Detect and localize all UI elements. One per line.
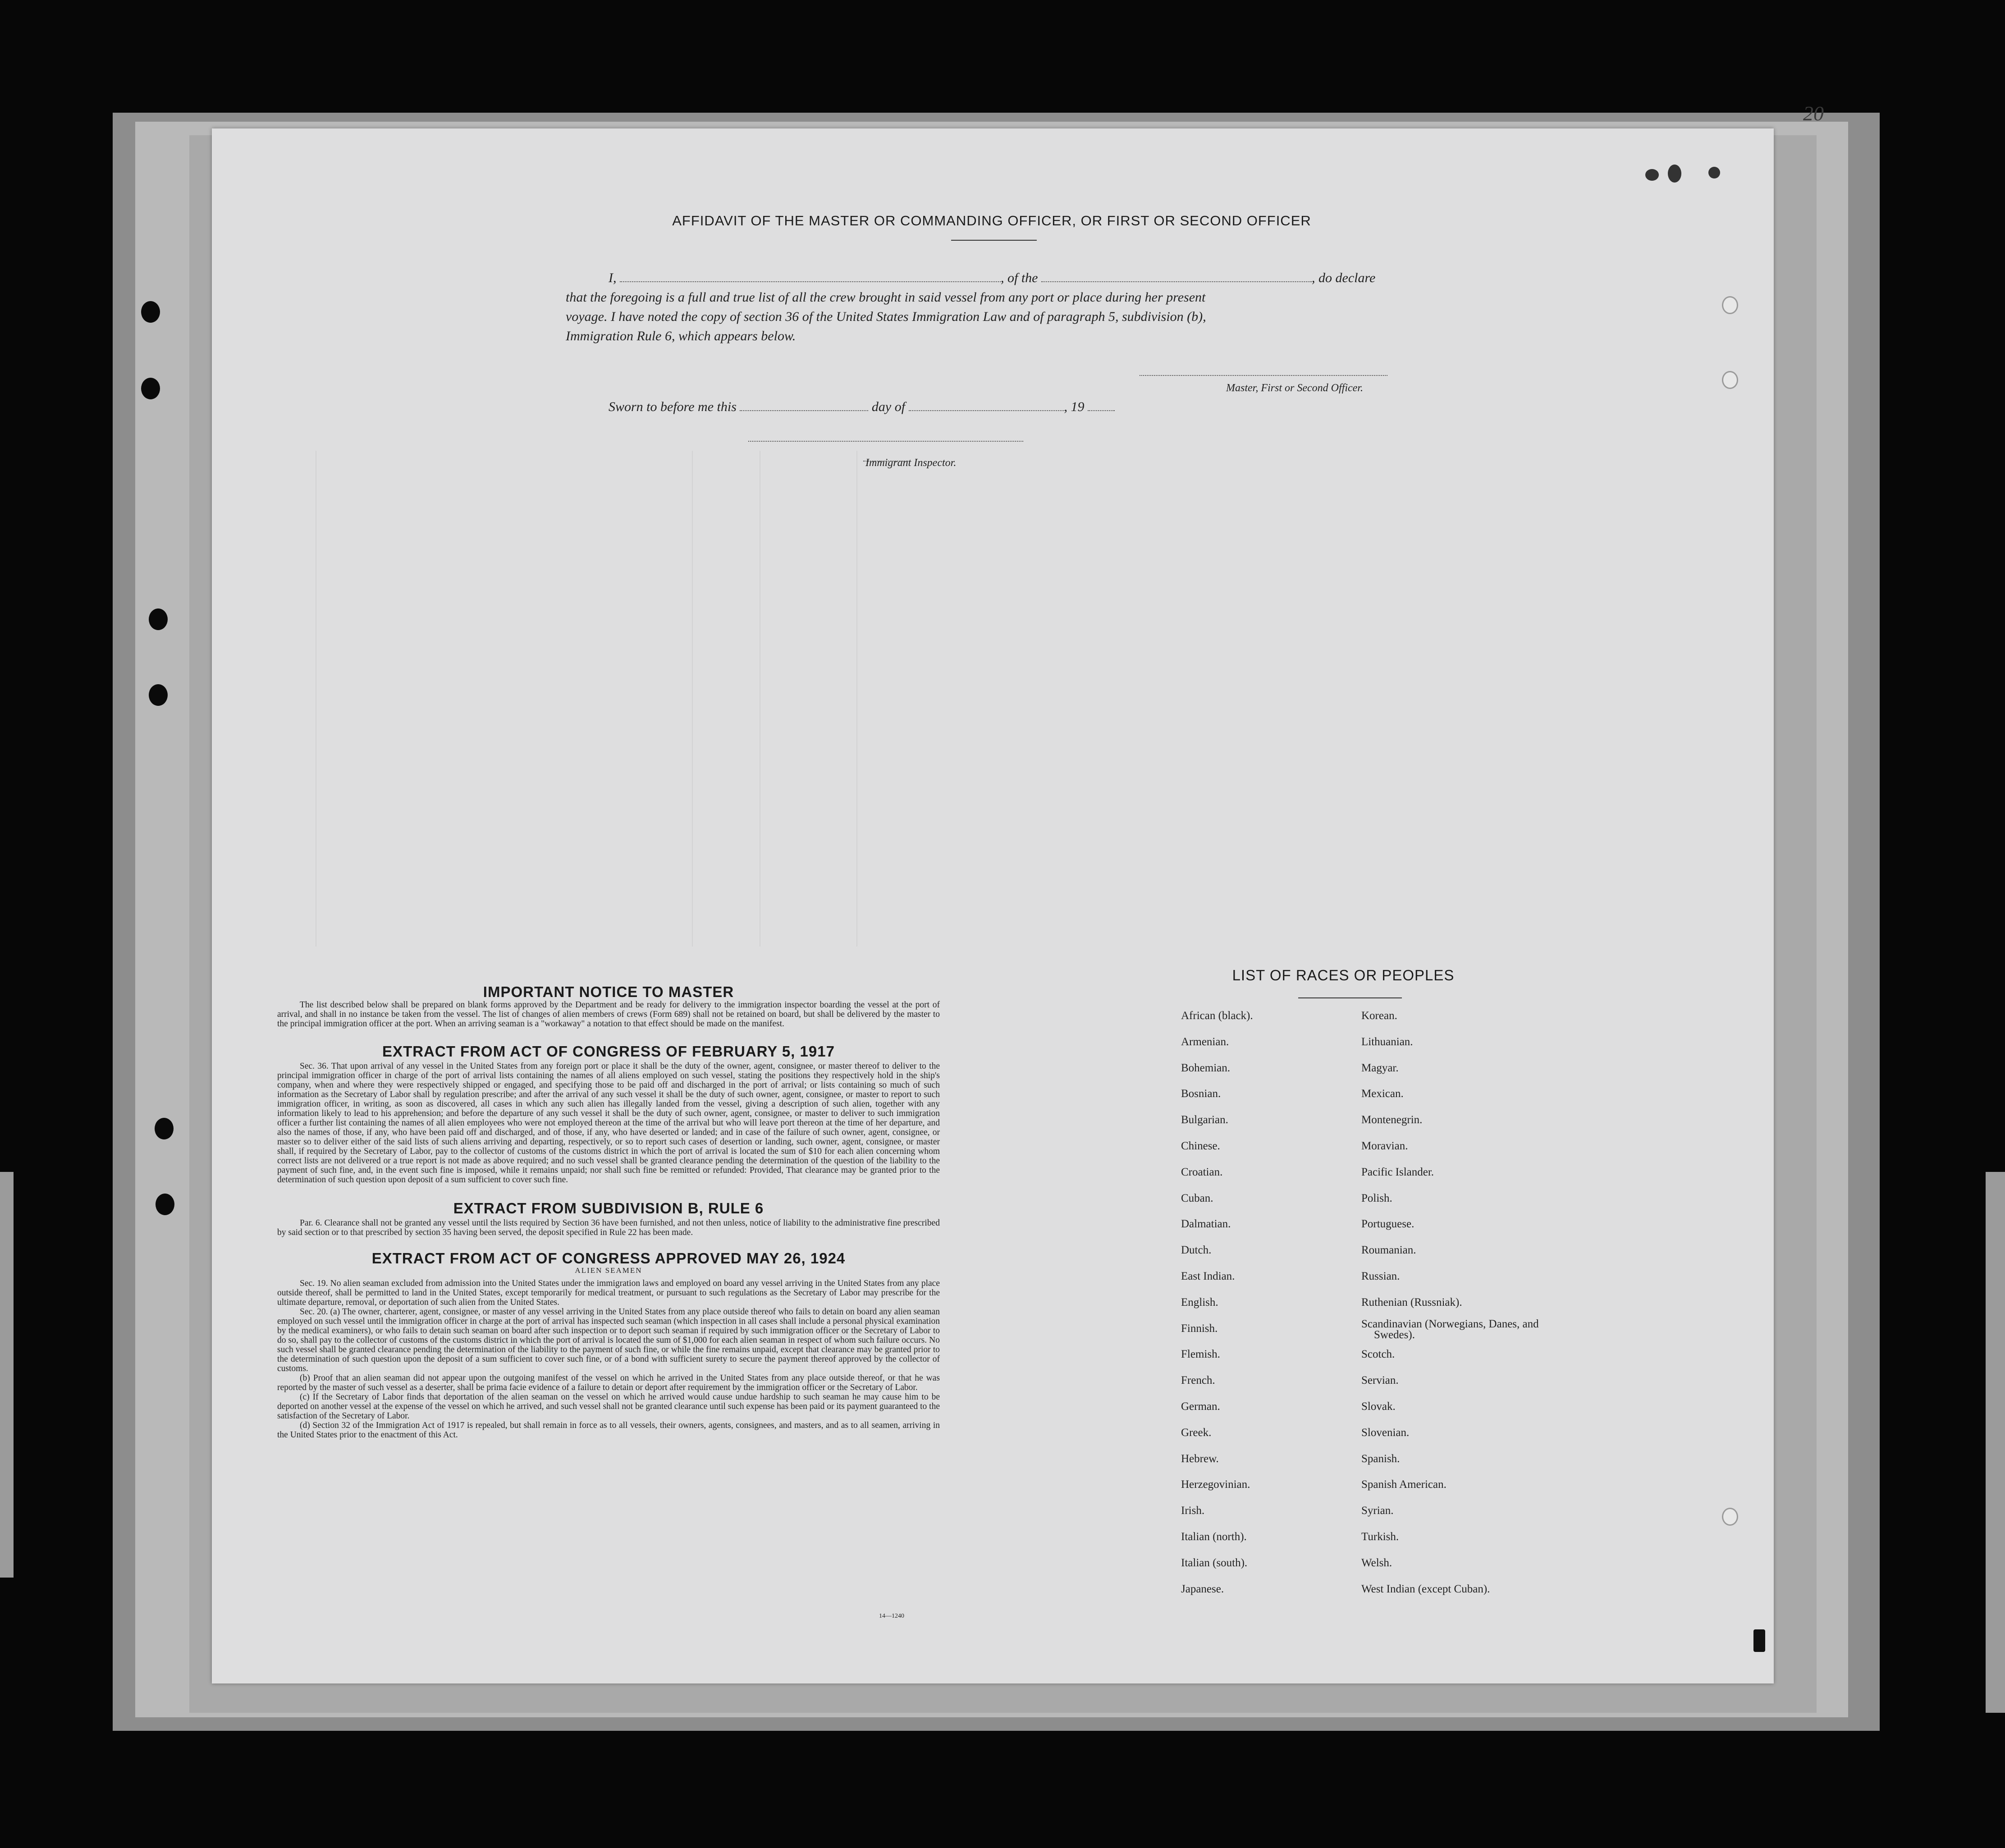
race-item: Korean.: [1361, 1010, 1397, 1022]
race-item: Syrian.: [1361, 1505, 1394, 1517]
notice-title: IMPORTANT NOTICE TO MASTER: [483, 983, 734, 1000]
race-item: Montenegrin.: [1361, 1114, 1423, 1126]
day-of-label: day of: [871, 399, 906, 414]
punch-hole: [1722, 371, 1738, 389]
punch-hole: [156, 1194, 174, 1215]
punch-hole: [149, 684, 168, 706]
sec-20a: Sec. 20. (a) The owner, charterer, agent, consignee, or master of any vessel arriving in the United States from any place outside thereof who fails to detain on board any alien seaman employed on such vessel until the immigration officer in charge at the port of arrival has inspected such seaman (which inspection in all cases shall include a personal physical examination by the medical examiners), or who fails to detain such seaman on board after such inspection or to deport such seaman if required by such immigration officer or the Secretary of Labor to do so, shall pay to the collector of customs of the customs district in which the port of arrival is located the sum of $1,000 for each alien seaman in respect of whom such failure occurs. No such vessel shall be granted clearance pending the determination of the liability to the payment of such fine, or while the fine remains unpaid, except that clearance may be granted prior to the determination of such question upon the deposit of a sum sufficient to cover such fine, or of a bond with sufficient surety to secure the payment thereof approved by the collector of customs.: [277, 1307, 940, 1373]
ink-blot: [1753, 1629, 1765, 1652]
race-item: Bosnian.: [1181, 1088, 1221, 1100]
edge-fragment: [0, 1172, 14, 1578]
punch-hole: [141, 301, 160, 323]
race-item: Bulgarian.: [1181, 1114, 1228, 1126]
race-item: Polish.: [1361, 1192, 1392, 1204]
affidavit-line-1: [566, 268, 1438, 288]
race-item: Italian (south).: [1181, 1556, 1248, 1569]
race-item: Scotch.: [1361, 1348, 1395, 1361]
i-label: I,: [609, 270, 617, 285]
notice-body: The list described below shall be prepared on blank forms approved by the Department and be ready for delivery to the immigration inspector boarding the vessel at the port of arrival, and shall in no instance be taken from the vessel. The list of changes of alien members of crews (Form 689) shall not be retained on board, but shall be delivered by the master to the principal immigration officer at the port. When an arriving seaman is a "workaway" a notation to that effect should be made on the manifest.: [277, 1000, 940, 1029]
race-item: Portuguese.: [1361, 1218, 1414, 1230]
race-item: Welsh.: [1361, 1556, 1392, 1569]
race-item: Spanish American.: [1361, 1478, 1447, 1491]
edge-fragment: [1986, 1172, 2005, 1713]
race-item: Greek.: [1181, 1426, 1212, 1439]
race-item: Mexican.: [1361, 1088, 1404, 1100]
form-code: 14—1240: [879, 1613, 904, 1619]
race-item: Servian.: [1361, 1374, 1399, 1387]
race-item: East Indian.: [1181, 1270, 1235, 1282]
race-item: Irish.: [1181, 1505, 1205, 1517]
race-item: German.: [1181, 1400, 1220, 1413]
officer-name-field[interactable]: [620, 281, 1001, 282]
alien-seamen-subtitle: ALIEN SEAMEN: [575, 1266, 642, 1275]
ink-blot: [1645, 169, 1659, 181]
vessel-name-field[interactable]: [1041, 281, 1312, 282]
master-signature-label: Master, First or Second Officer.: [1226, 382, 1363, 394]
race-item: Chinese.: [1181, 1139, 1220, 1152]
affidavit-body: [566, 268, 1438, 346]
race-item: Roumanian.: [1361, 1244, 1416, 1257]
races-title: LIST OF RACES OR PEOPLES: [1232, 967, 1455, 983]
sworn-line: [609, 399, 1115, 415]
race-item: Spanish.: [1361, 1452, 1400, 1465]
race-item: Croatian.: [1181, 1166, 1223, 1178]
race-item: Italian (north).: [1181, 1530, 1247, 1543]
sec-20c: (c) If the Secretary of Labor finds that deportation of the alien seaman on the vessel on which he arrived would cause undue hardship to such seaman he may cause him to be deported on another vessel at the expense of the vessel on which he arrived, and such vessel shall not be granted clearance until such expense has been paid or its payment guaranteed to the satisfaction of the Secretary of Labor.: [277, 1392, 940, 1421]
title-rule: [951, 240, 1037, 241]
race-item: Finnish.: [1181, 1322, 1218, 1335]
extract-rule6-title: EXTRACT FROM SUBDIVISION B, RULE 6: [453, 1200, 764, 1217]
punch-hole: [149, 608, 168, 630]
bleed-through-line: [856, 451, 857, 947]
sec-20d: (d) Section 32 of the Immigration Act of 1917 is repealed, but shall remain in force as to all vessels, their owners, agents, consignees, and masters, and as to all seamen, arriving in the United States prior to the enactment of this Act.: [277, 1421, 940, 1440]
race-item: Flemish.: [1181, 1348, 1220, 1361]
sworn-day-field[interactable]: [740, 410, 868, 411]
inspector-signature-field[interactable]: [748, 441, 1023, 442]
race-item: Bohemian.: [1181, 1061, 1231, 1074]
race-item: Magyar.: [1361, 1061, 1399, 1074]
inspector-signature-label: Immigrant Inspector.: [865, 457, 957, 469]
bleed-through-line: [692, 451, 693, 947]
races-column-2: [1361, 1010, 1560, 1609]
extract-1924-title: EXTRACT FROM ACT OF CONGRESS APPROVED MAY 26, 1924: [371, 1250, 846, 1267]
races-title-rule: [1298, 997, 1402, 998]
race-item: Lithuanian.: [1361, 1035, 1413, 1048]
affidavit-line-4: Immigration Rule 6, which appears below.: [566, 329, 796, 343]
ink-blot: [1708, 167, 1720, 178]
race-item: Slovenian.: [1361, 1426, 1410, 1439]
extract-1917-title: EXTRACT FROM ACT OF CONGRESS OF FEBRUARY 5, 1917: [382, 1043, 835, 1060]
sec-19: Sec. 19. No alien seaman excluded from admission into the United States under the immigration laws and employed on board any vessel arriving in the United States from any place outside thereof, shall be permitted to land in the United States, except temporarily for medical treatment, or pursuant to such regulations as the Secretary of Labor may prescribe for the ultimate departure, removal, or deportation of such alien from the United States.: [277, 1279, 940, 1307]
race-item: Armenian.: [1181, 1035, 1229, 1048]
race-item: West Indian (except Cuban).: [1361, 1583, 1490, 1595]
race-item: Slovak.: [1361, 1400, 1396, 1413]
race-item: African (black).: [1181, 1010, 1253, 1022]
race-item: Japanese.: [1181, 1583, 1224, 1595]
margin-note: 20: [1803, 102, 1824, 125]
race-item: French.: [1181, 1374, 1215, 1387]
race-item: Scandinavian (Norwegians, Danes, and Swedes).: [1361, 1317, 1539, 1341]
punch-hole: [1722, 1508, 1738, 1526]
sworn-year-field[interactable]: [1088, 410, 1115, 411]
punch-hole: [141, 378, 160, 399]
race-item: English.: [1181, 1296, 1218, 1308]
ink-blot: [1668, 165, 1681, 183]
extract-rule6-body: Par. 6. Clearance shall not be granted any vessel until the lists required by Section 36 have been furnished, and not then unless, notice of liability to the administrative fine prescribed by said section or to that prescribed by section 35 having been served, the deposit specified in Rule 22 has been made.: [277, 1218, 940, 1237]
legal-notices: [277, 983, 940, 1440]
sworn-month-field[interactable]: [909, 410, 1064, 411]
race-item: Moravian.: [1361, 1139, 1408, 1152]
affidavit-line-3: voyage. I have noted the copy of section 36 of the United States Immigration Law and of paragraph 5, subdivision (b),: [566, 309, 1206, 324]
race-item: Turkish.: [1361, 1530, 1399, 1543]
race-item: Ruthenian (Russniak).: [1361, 1296, 1462, 1308]
race-item: Herzegovinian.: [1181, 1478, 1250, 1491]
race-item: Dutch.: [1181, 1244, 1212, 1257]
punch-hole: [1722, 296, 1738, 314]
sworn-label: Sworn to before me this: [609, 399, 737, 414]
extract-1917-body: Sec. 36. That upon arrival of any vessel in the United States from any foreign port or place it shall be the duty of the owner, agent, consignee, or master thereof to deliver to the principal immigration officer in charge of the port of arrival lists containing the names of all aliens employed on such vessel, stating the positions they respectively hold in the ship's company, when and where they were respectively shipped or engaged, and specifying those to be paid off and discharged in the port of arrival; or lists containing so much of such information as the Secretary of Labor shall by regulation prescribe; and after the arrival of any such vessel it shall be the duty of such owner, agent, consignee, or master to report to such immigration officer, in writing, as soon as discovered, all cases in which any such alien has illegally landed from the vessel, giving a description of such alien, together with any information likely to lead to his apprehension; and before the departure of any such vessel it shall be the duty of such owner, agent, consignee, or master to deliver to such immigration officer a further list containing the names of all alien employees who were not employed thereon at the time of the arrival but who will leave port thereon at the time of her departure, and also the names of those, if any, who have been paid off and discharged, and of those, if any, who have deserted or landed; and in case of the failure of such owner, agent, consignee, or master so to deliver either of the said lists of such aliens arriving and departing, respectively, or so to report such cases of desertion or landing, such owner, agent, consignee, or master shall, if required by the Secretary of Labor, pay to the collector of customs of the customs district in which the port of arrival is located the sum of $10 for each alien concerning whom correct lists are not delivered or a true report is not made as above required; and no such vessel shall be granted clearance pending the determination of the question of the liability to the payment of such fine, and, in the event such fine is imposed, while it remains unpaid; nor shall such fine be remitted or refunded: Provided, That clearance may be granted prior to the determination of such question upon deposit of a sum sufficient to cover such fine.: [277, 1061, 940, 1185]
punch-hole: [155, 1118, 174, 1139]
affidavit-title: AFFIDAVIT OF THE MASTER OR COMMANDING OFFICER, OR FIRST OR SECOND OFFICER: [672, 213, 1311, 229]
inspector-leader: [863, 461, 908, 462]
race-item: Hebrew.: [1181, 1452, 1219, 1465]
race-item: Dalmatian.: [1181, 1218, 1231, 1230]
affidavit-line-2: that the foregoing is a full and true list of all the crew brought in said vessel from any port or place during her present: [566, 290, 1206, 305]
master-signature-field[interactable]: [1140, 375, 1387, 376]
sec-20b: (b) Proof that an alien seaman did not appear upon the outgoing manifest of the vessel on which he arrived in the United States from any place outside thereof, or that he was reported by the master of such vessel as a deserter, shall be prima facie evidence of a failure to detain or deport after requirement by the immigration officer or the Secretary of Labor.: [277, 1373, 940, 1392]
races-column-1: [1181, 1010, 1343, 1609]
race-item: Pacific Islander.: [1361, 1166, 1434, 1178]
of-the-label: , of the: [1001, 270, 1038, 285]
do-declare-label: , do declare: [1312, 270, 1376, 285]
race-item: Russian.: [1361, 1270, 1400, 1282]
race-item: Cuban.: [1181, 1192, 1213, 1204]
year-label: , 19: [1064, 399, 1085, 414]
